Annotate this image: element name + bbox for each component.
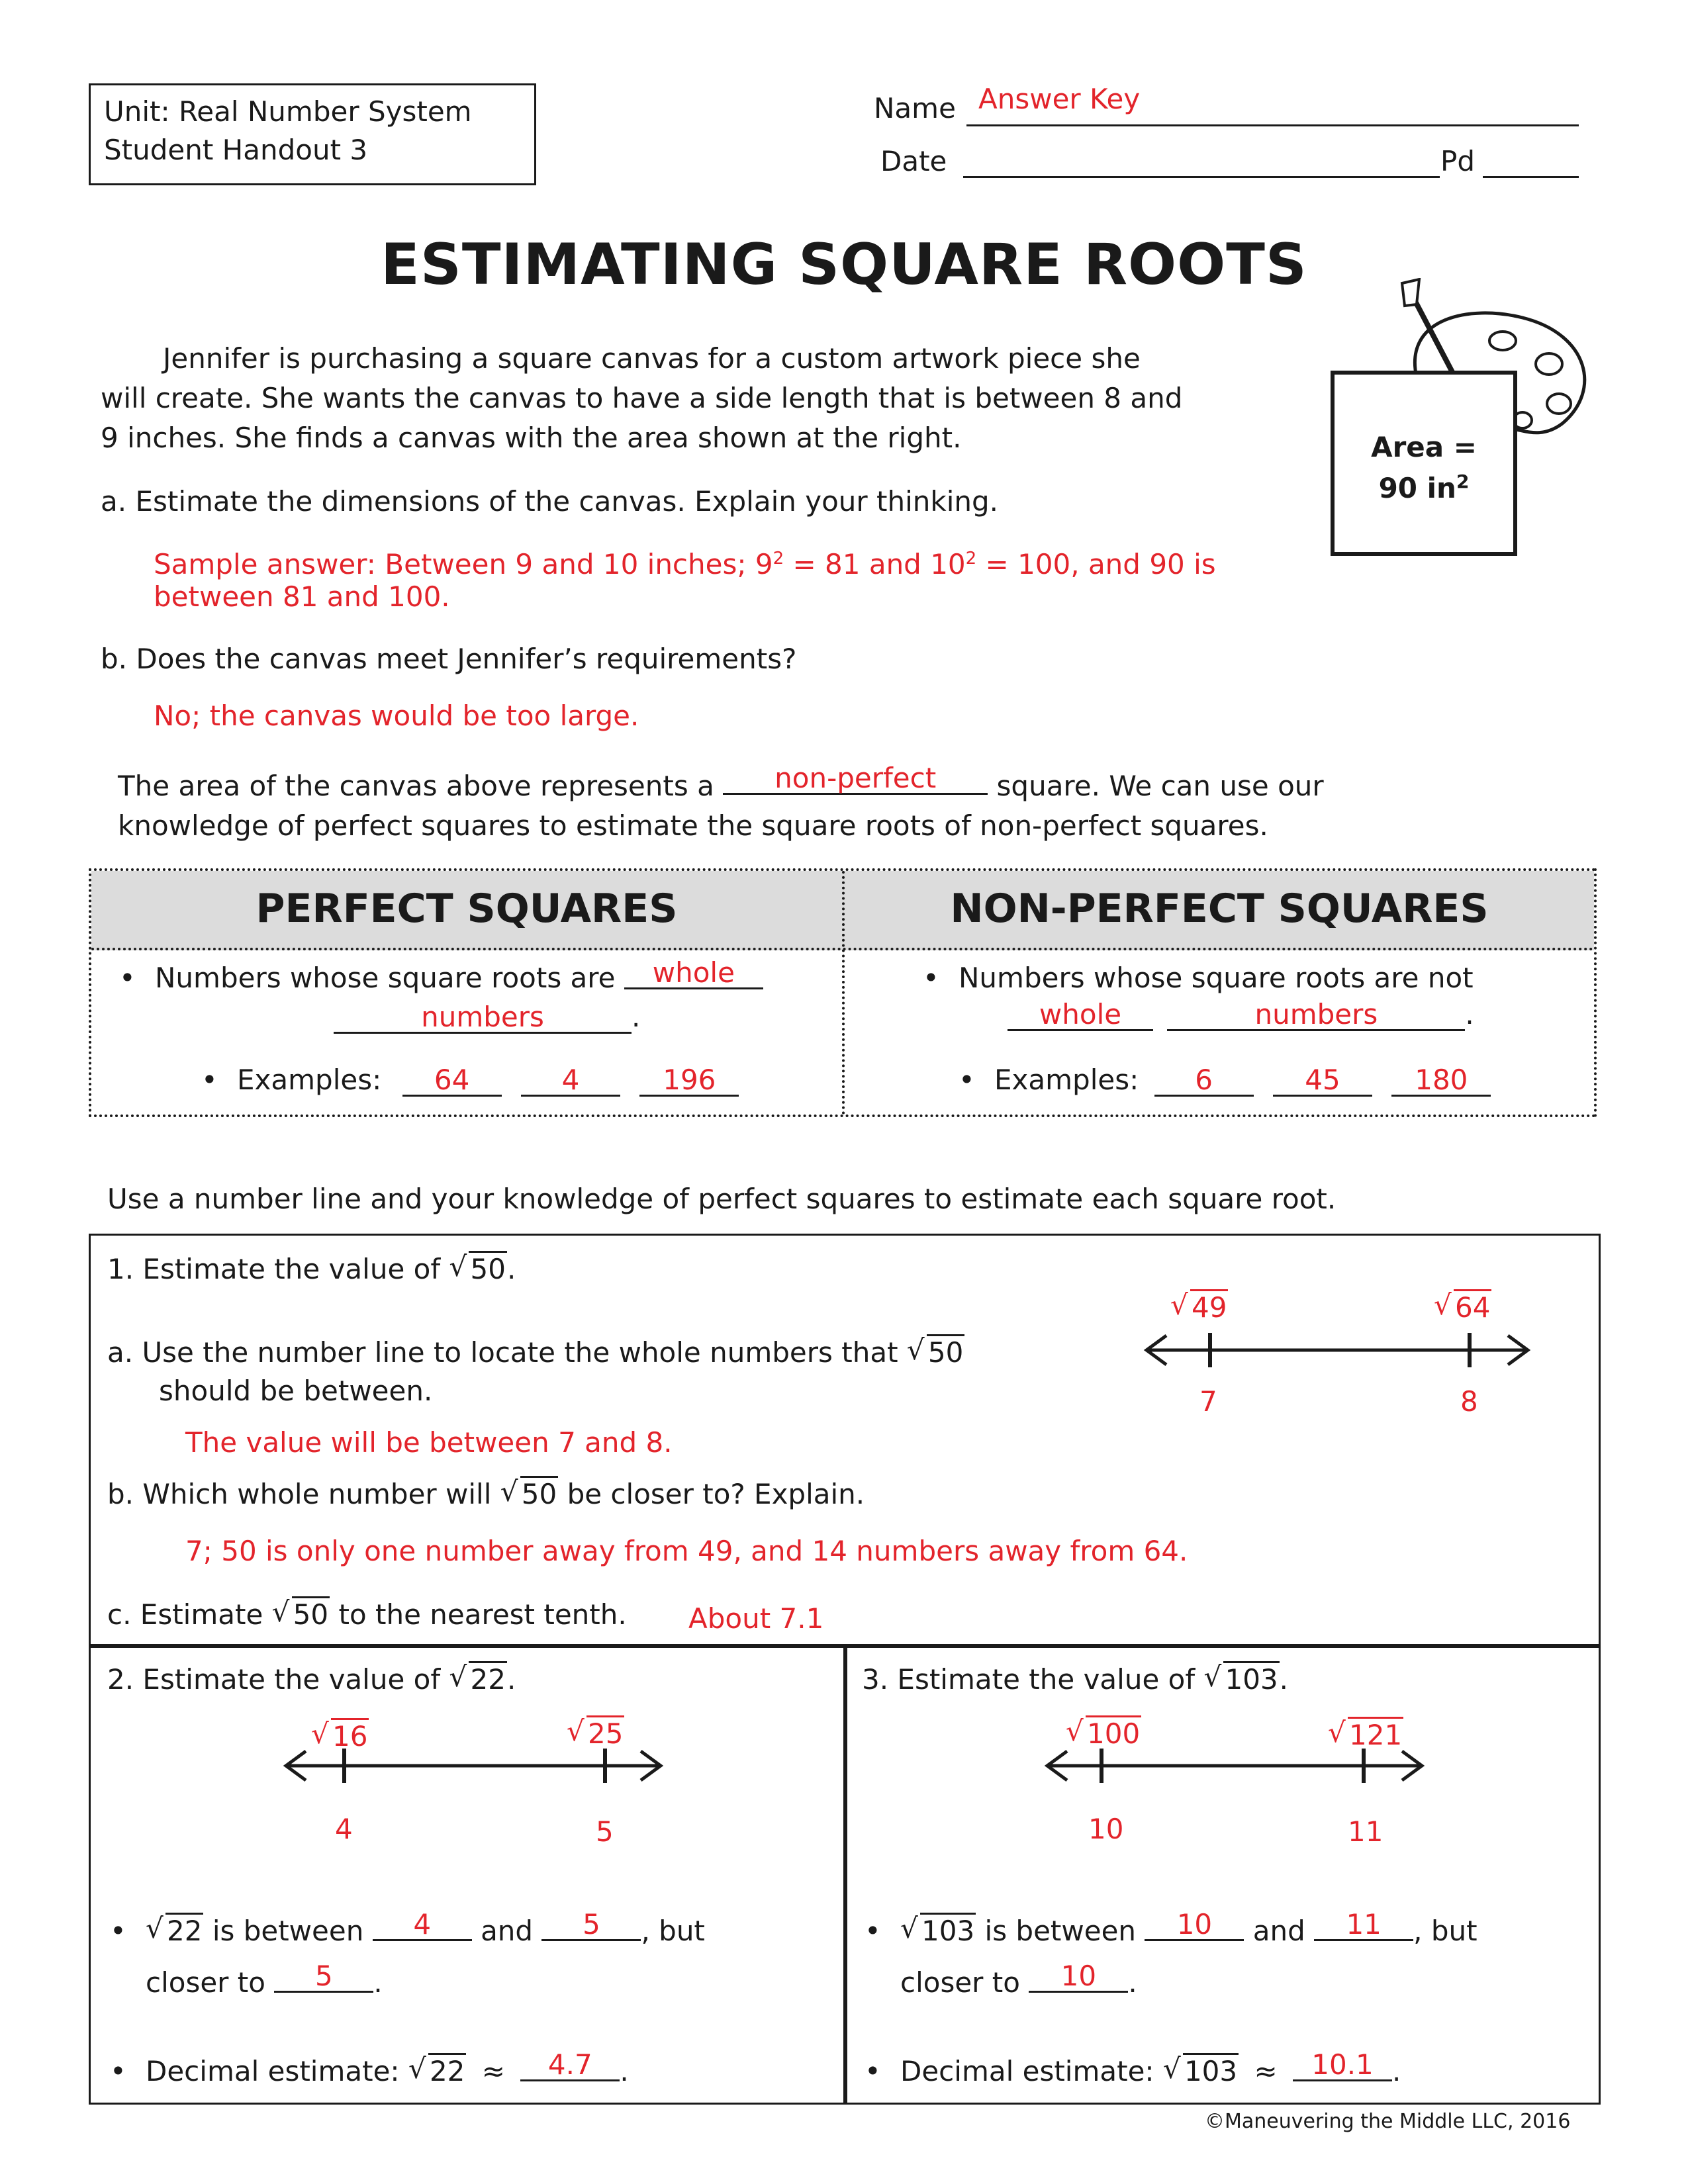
- period: .: [632, 1001, 641, 1033]
- p2-closer-text: closer to: [146, 1966, 265, 1999]
- answer-b: No; the canvas would be too large.: [154, 700, 639, 732]
- nonperfect-blank-1[interactable]: whole: [1008, 1000, 1153, 1031]
- p2-and: and: [481, 1915, 534, 1947]
- answer-a-part-3: = 100, and 90 is: [976, 548, 1216, 580]
- radicand: 103: [920, 1913, 976, 1947]
- sqrt-50: √ 50: [500, 1475, 557, 1510]
- sqrt-50: √ 50: [271, 1596, 329, 1631]
- sqrt-103: √ 103: [1203, 1661, 1278, 1696]
- pd-label: Pd: [1440, 145, 1475, 177]
- period: .: [1465, 998, 1474, 1030]
- p3-dec-label: Decimal estimate:: [900, 2055, 1154, 2087]
- squares-table: [89, 868, 1597, 1117]
- nl2-left-top: √ 16: [311, 1717, 368, 1752]
- problem-3-box: [843, 1644, 1601, 2105]
- p2-blank-2[interactable]: 5: [541, 1910, 641, 1941]
- p1-b-question: [107, 1477, 865, 1512]
- sqrt-50: √ 50: [906, 1334, 964, 1369]
- p3-q-text: 3. Estimate the value of: [862, 1663, 1196, 1696]
- sqrt-22: • √ 22: [146, 1912, 203, 1947]
- unit-box: [89, 83, 536, 185]
- p3-decimal: • Decimal estimate: √ 103 ≈ 10.1 .: [900, 2054, 1401, 2089]
- p3-closer-text: closer to: [900, 1966, 1020, 1999]
- perfect-squares-header: PERFECT SQUARES: [256, 886, 678, 932]
- fill-pre: The area of the canvas above represents a: [118, 770, 714, 802]
- p3-between: [900, 1908, 1477, 1948]
- question-b: b. Does the canvas meet Jennifer’s requirements?: [101, 643, 797, 675]
- p2-closer: closer to 5 .: [146, 1960, 383, 1999]
- instructions: Use a number line and your knowledge of perfect squares to estimate each square root.: [107, 1183, 1336, 1215]
- area-value-wrap: [1335, 465, 1513, 506]
- area-exponent: 2: [1456, 471, 1470, 492]
- p3-but: , but: [1413, 1915, 1477, 1947]
- nonperfect-examples-label: Examples:: [994, 1064, 1139, 1096]
- nonperfect-example-2[interactable]: 45: [1273, 1066, 1372, 1097]
- nl3-left-bot: 10: [1088, 1813, 1124, 1845]
- perfect-example-3[interactable]: 196: [639, 1066, 739, 1097]
- p2-but: , but: [641, 1915, 705, 1947]
- nl2-right-top-value: 25: [586, 1715, 624, 1750]
- radicand: 50: [469, 1251, 506, 1285]
- name-label: Name: [874, 92, 956, 124]
- area-value: 90 in: [1378, 472, 1456, 504]
- p3-blank-3[interactable]: 10: [1029, 1962, 1128, 1993]
- radicand: 103: [1183, 2053, 1239, 2087]
- perfect-blank-1[interactable]: whole: [624, 958, 763, 989]
- unit-label: Unit: Real Number System: [104, 95, 472, 128]
- perfect-def-text: Numbers whose square roots are: [155, 962, 616, 994]
- sup-2a: 2: [773, 549, 784, 569]
- page-title: ESTIMATING SQUARE ROOTS: [381, 232, 1307, 298]
- p2-blank-1[interactable]: 4: [373, 1910, 472, 1941]
- nl1-right-top-value: 64: [1454, 1289, 1491, 1324]
- p2-decimal-blank[interactable]: 4.7: [520, 2050, 620, 2081]
- p2-blank-3[interactable]: 5: [274, 1962, 373, 1993]
- answer-a-part-2: = 81 and 10: [784, 548, 966, 580]
- name-value: Answer Key: [978, 83, 1141, 115]
- perfect-def: [155, 956, 763, 995]
- nonperfect-example-1[interactable]: 6: [1154, 1066, 1254, 1097]
- radicand: 50: [927, 1334, 964, 1369]
- p1-a-line-1: [107, 1336, 964, 1370]
- p3-between-text: is between: [984, 1915, 1137, 1947]
- radicand: 22: [428, 2053, 466, 2087]
- fill-sentence: [118, 762, 1324, 803]
- p2-decimal: • Decimal estimate: √ 22 ≈ 4.7 .: [146, 2054, 629, 2089]
- number-line-1: [1139, 1324, 1536, 1377]
- sqrt-103: √ 103: [1162, 2052, 1238, 2087]
- radicand: 50: [520, 1476, 558, 1510]
- nl1-right-bot: 8: [1460, 1385, 1478, 1418]
- nl3-right-top: √ 121: [1328, 1716, 1403, 1751]
- date-line[interactable]: [963, 176, 1440, 178]
- answer-a-line-1: [154, 541, 1216, 582]
- radicand: 103: [1223, 1661, 1279, 1696]
- p1-b-pre: b. Which whole number will: [107, 1478, 492, 1510]
- p1-b-post: be closer to? Explain.: [567, 1478, 865, 1510]
- approx-sign: ≈: [481, 2055, 505, 2087]
- pd-line[interactable]: [1483, 176, 1579, 178]
- perfect-blank-2[interactable]: numbers: [334, 1003, 632, 1034]
- p2-q-text: 2. Estimate the value of: [107, 1663, 441, 1696]
- copyright-footer: ©Maneuvering the Middle LLC, 2016: [1205, 2110, 1571, 2133]
- p1-c-post: to the nearest tenth.: [338, 1598, 627, 1631]
- p1-a-line-2: should be between.: [159, 1375, 433, 1407]
- intro-line-1: Jennifer is purchasing a square canvas for a custom artwork piece she: [163, 342, 1141, 375]
- area-label: Area =: [1371, 431, 1477, 463]
- sqrt-50: √ 50: [449, 1250, 506, 1285]
- intro-line-3: 9 inches. She finds a canvas with the area shown at the right.: [101, 422, 962, 454]
- p1-c-question: [107, 1598, 627, 1632]
- p1-b-answer: 7; 50 is only one number away from 49, and 14 numbers away from 64.: [185, 1535, 1188, 1567]
- nonperfect-def: • Numbers whose square roots are not: [959, 961, 1474, 995]
- nl1-left-bot: 7: [1199, 1385, 1217, 1418]
- nl3-left-top-value: 100: [1086, 1715, 1141, 1750]
- p3-closer: closer to 10 .: [900, 1960, 1137, 1999]
- non-perfect-squares-header: NON-PERFECT SQUARES: [950, 886, 1489, 932]
- nl2-left-top-value: 16: [331, 1718, 369, 1752]
- nonperfect-blank-2[interactable]: numbers: [1167, 1000, 1465, 1031]
- canvas-square: [1331, 371, 1517, 556]
- answer-a-line-2: between 81 and 100.: [154, 580, 450, 613]
- sqrt-22: √ 22: [408, 2052, 465, 2087]
- p2-question: 2. Estimate the value of √ 22.: [107, 1661, 516, 1696]
- perfect-example-2[interactable]: 4: [521, 1066, 620, 1097]
- nonperfect-examples: [994, 1063, 1491, 1097]
- p1-c-pre: c. Estimate: [107, 1598, 263, 1631]
- sup-2b: 2: [965, 549, 977, 569]
- nonperfect-blanks: [1008, 998, 1474, 1031]
- p1-q-text: 1. Estimate the value of: [107, 1253, 441, 1285]
- p1-a-q1: a. Use the number line to locate the whole numbers that: [107, 1336, 898, 1369]
- fill-line-2: knowledge of perfect squares to estimate the square roots of non-perfect squares.: [118, 809, 1268, 842]
- nonperfect-example-3[interactable]: 180: [1391, 1066, 1491, 1097]
- p3-blank-2[interactable]: 11: [1314, 1910, 1413, 1941]
- handout-label: Student Handout 3: [104, 134, 368, 166]
- sqrt-103: • √ 103: [900, 1912, 975, 1947]
- radicand: 22: [165, 1913, 203, 1947]
- perfect-example-1[interactable]: 64: [402, 1066, 502, 1097]
- nl3-right-top-value: 121: [1348, 1717, 1403, 1751]
- nl2-right-top: √ 25: [567, 1715, 624, 1750]
- nl1-left-top: √ 49: [1170, 1289, 1227, 1324]
- perfect-examples-label: Examples:: [237, 1064, 382, 1096]
- approx-sign: ≈: [1254, 2055, 1278, 2087]
- fill-blank[interactable]: non-perfect: [723, 764, 988, 795]
- question-a: a. Estimate the dimensions of the canvas. Explain your thinking.: [101, 485, 998, 518]
- sqrt-22: √ 22: [449, 1661, 506, 1696]
- nl2-right-bot: 5: [596, 1815, 614, 1848]
- fill-post: square. We can use our: [996, 770, 1324, 802]
- problem-2-box: [89, 1644, 847, 2105]
- p3-and: and: [1252, 1915, 1305, 1947]
- nl2-left-bot: 4: [335, 1813, 353, 1845]
- p1-question: 1. Estimate the value of √ 50.: [107, 1250, 516, 1285]
- perfect-blank-2-wrap: [334, 1001, 640, 1034]
- p1-a-answer: The value will be between 7 and 8.: [185, 1426, 673, 1459]
- answer-a-part-1: Sample answer: Between 9 and 10 inches; 9: [154, 548, 773, 580]
- p2-between-text: is between: [212, 1915, 364, 1947]
- nl1-left-top-value: 49: [1190, 1289, 1228, 1324]
- p3-question: 3. Estimate the value of √ 103.: [862, 1661, 1289, 1696]
- nl3-right-bot: 11: [1348, 1815, 1383, 1848]
- p2-between: [146, 1908, 705, 1948]
- perfect-examples: [237, 1063, 739, 1097]
- p1-c-answer: About 7.1: [688, 1602, 824, 1635]
- intro-line-2: will create. She wants the canvas to have a side length that is between 8 and: [101, 382, 1183, 414]
- nl1-right-top: √ 64: [1434, 1289, 1491, 1324]
- radicand: 50: [292, 1596, 330, 1631]
- nl3-left-top: √ 100: [1066, 1715, 1141, 1750]
- radicand: 22: [469, 1661, 506, 1696]
- date-label: Date: [880, 145, 947, 177]
- p3-blank-1[interactable]: 10: [1145, 1910, 1244, 1941]
- p3-decimal-blank[interactable]: 10.1: [1293, 2050, 1392, 2081]
- name-line[interactable]: [966, 124, 1579, 126]
- p2-dec-label: Decimal estimate:: [146, 2055, 400, 2087]
